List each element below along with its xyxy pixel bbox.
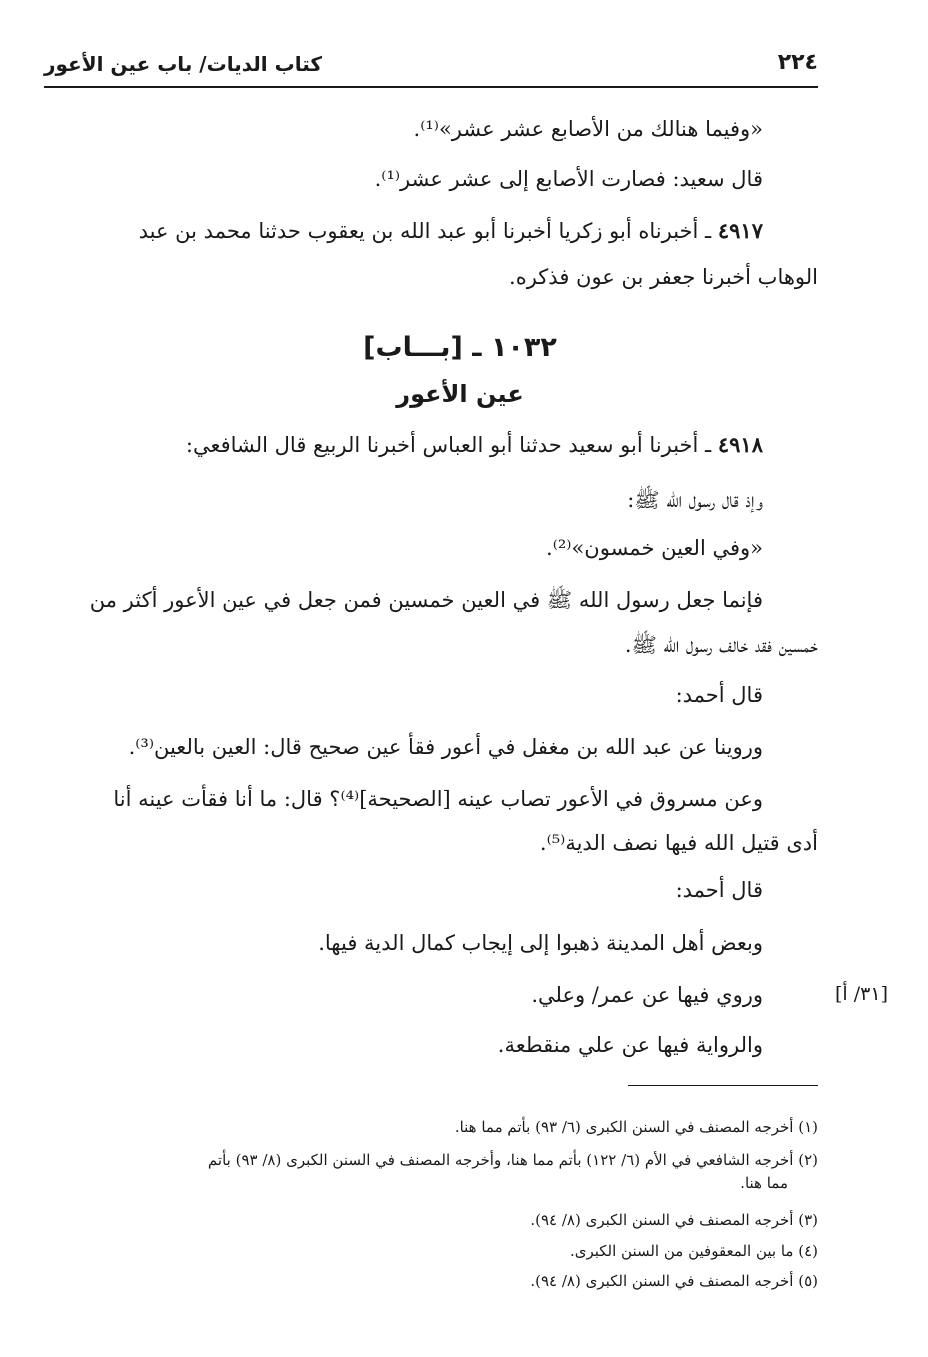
text-line: وإذ قال رسول الله ﷺ: — [627, 488, 763, 512]
text-line: وعن مسروق في الأعور تصاب عينه [الصحيحة]⁽⁴⁾؟ قال: ما أنا فقأت عينه أنا — [113, 787, 763, 811]
manuscript-folio-ref: [٣١/ أ] — [835, 983, 888, 1005]
page-header — [44, 44, 818, 88]
footnote-divider — [628, 1085, 818, 1086]
page-number: ٢٢٤ — [777, 50, 818, 75]
text-line: فإنما جعل رسول الله ﷺ في العين خمسين فمن جعل في عين الأعور أكثر من — [89, 588, 763, 612]
hadith-4917-line-2: الوهاب أخبرنا جعفر بن عون فذكره. — [509, 265, 818, 289]
chapter-title: عين الأعور — [396, 380, 524, 408]
text-line: قال أحمد: — [675, 878, 763, 902]
footnote: (٣) أخرجه المصنف في السنن الكبرى (٨/ ٩٤). — [530, 1211, 818, 1229]
text-line: والرواية فيها عن علي منقطعة. — [497, 1033, 763, 1057]
text-line: وروينا عن عبد الله بن مغفل في أعور فقأ عين صحيح قال: العين بالعين⁽³⁾. — [128, 735, 763, 759]
hadith-4917-line-1: ٤٩١٧ ـ أخبرناه أبو زكريا أخبرنا أبو عبد الله بن يعقوب حدثنا محمد بن عبد — [138, 218, 763, 243]
chapter-heading: ١٠٣٢ ـ [بـــاب] — [363, 332, 557, 363]
text-line: قال أحمد: — [675, 683, 763, 707]
text-line: وروي فيها عن عمر/ وعلي. — [531, 983, 763, 1007]
footnote: (٥) أخرجه المصنف في السنن الكبرى (٨/ ٩٤). — [530, 1272, 818, 1290]
footnote: (١) أخرجه المصنف في السنن الكبرى (٦/ ٩٣) بأتم مما هنا. — [454, 1118, 818, 1136]
hadith-number: ٤٩١٧ — [717, 218, 763, 243]
running-title: كتاب الديات/ باب عين الأعور — [44, 52, 322, 76]
text-line: وبعض أهل المدينة ذهبوا إلى إيجاب كمال الدية فيها. — [318, 931, 763, 955]
footnote: (٢) أخرجه الشافعي في الأم (٦/ ١٢٢) بأتم مما هنا، وأخرجه المصنف في السنن الكبرى (٨/ ٩٣) بأتم — [207, 1151, 818, 1169]
footnote: (٤) ما بين المعقوفين من السنن الكبرى. — [569, 1242, 818, 1260]
text-line: «وفيما هنالك من الأصابع عشر عشر»⁽¹⁾. — [413, 117, 763, 141]
text-line: «وفي العين خمسون»⁽²⁾. — [546, 536, 763, 560]
text-line: خمسين فقد خالف رسول الله ﷺ. — [624, 633, 818, 657]
hadith-number: ٤٩١٨ — [717, 432, 763, 457]
hadith-4918-line-1: ٤٩١٨ ـ أخبرنا أبو سعيد حدثنا أبو العباس أخبرنا الربيع قال الشافعي: — [185, 432, 763, 457]
text-line: أدى قتيل الله فيها نصف الدية⁽⁵⁾. — [539, 831, 818, 855]
footnote-continuation: مما هنا. — [740, 1174, 788, 1192]
text-line: قال سعيد: فصارت الأصابع إلى عشر عشر⁽¹⁾. — [374, 167, 763, 191]
